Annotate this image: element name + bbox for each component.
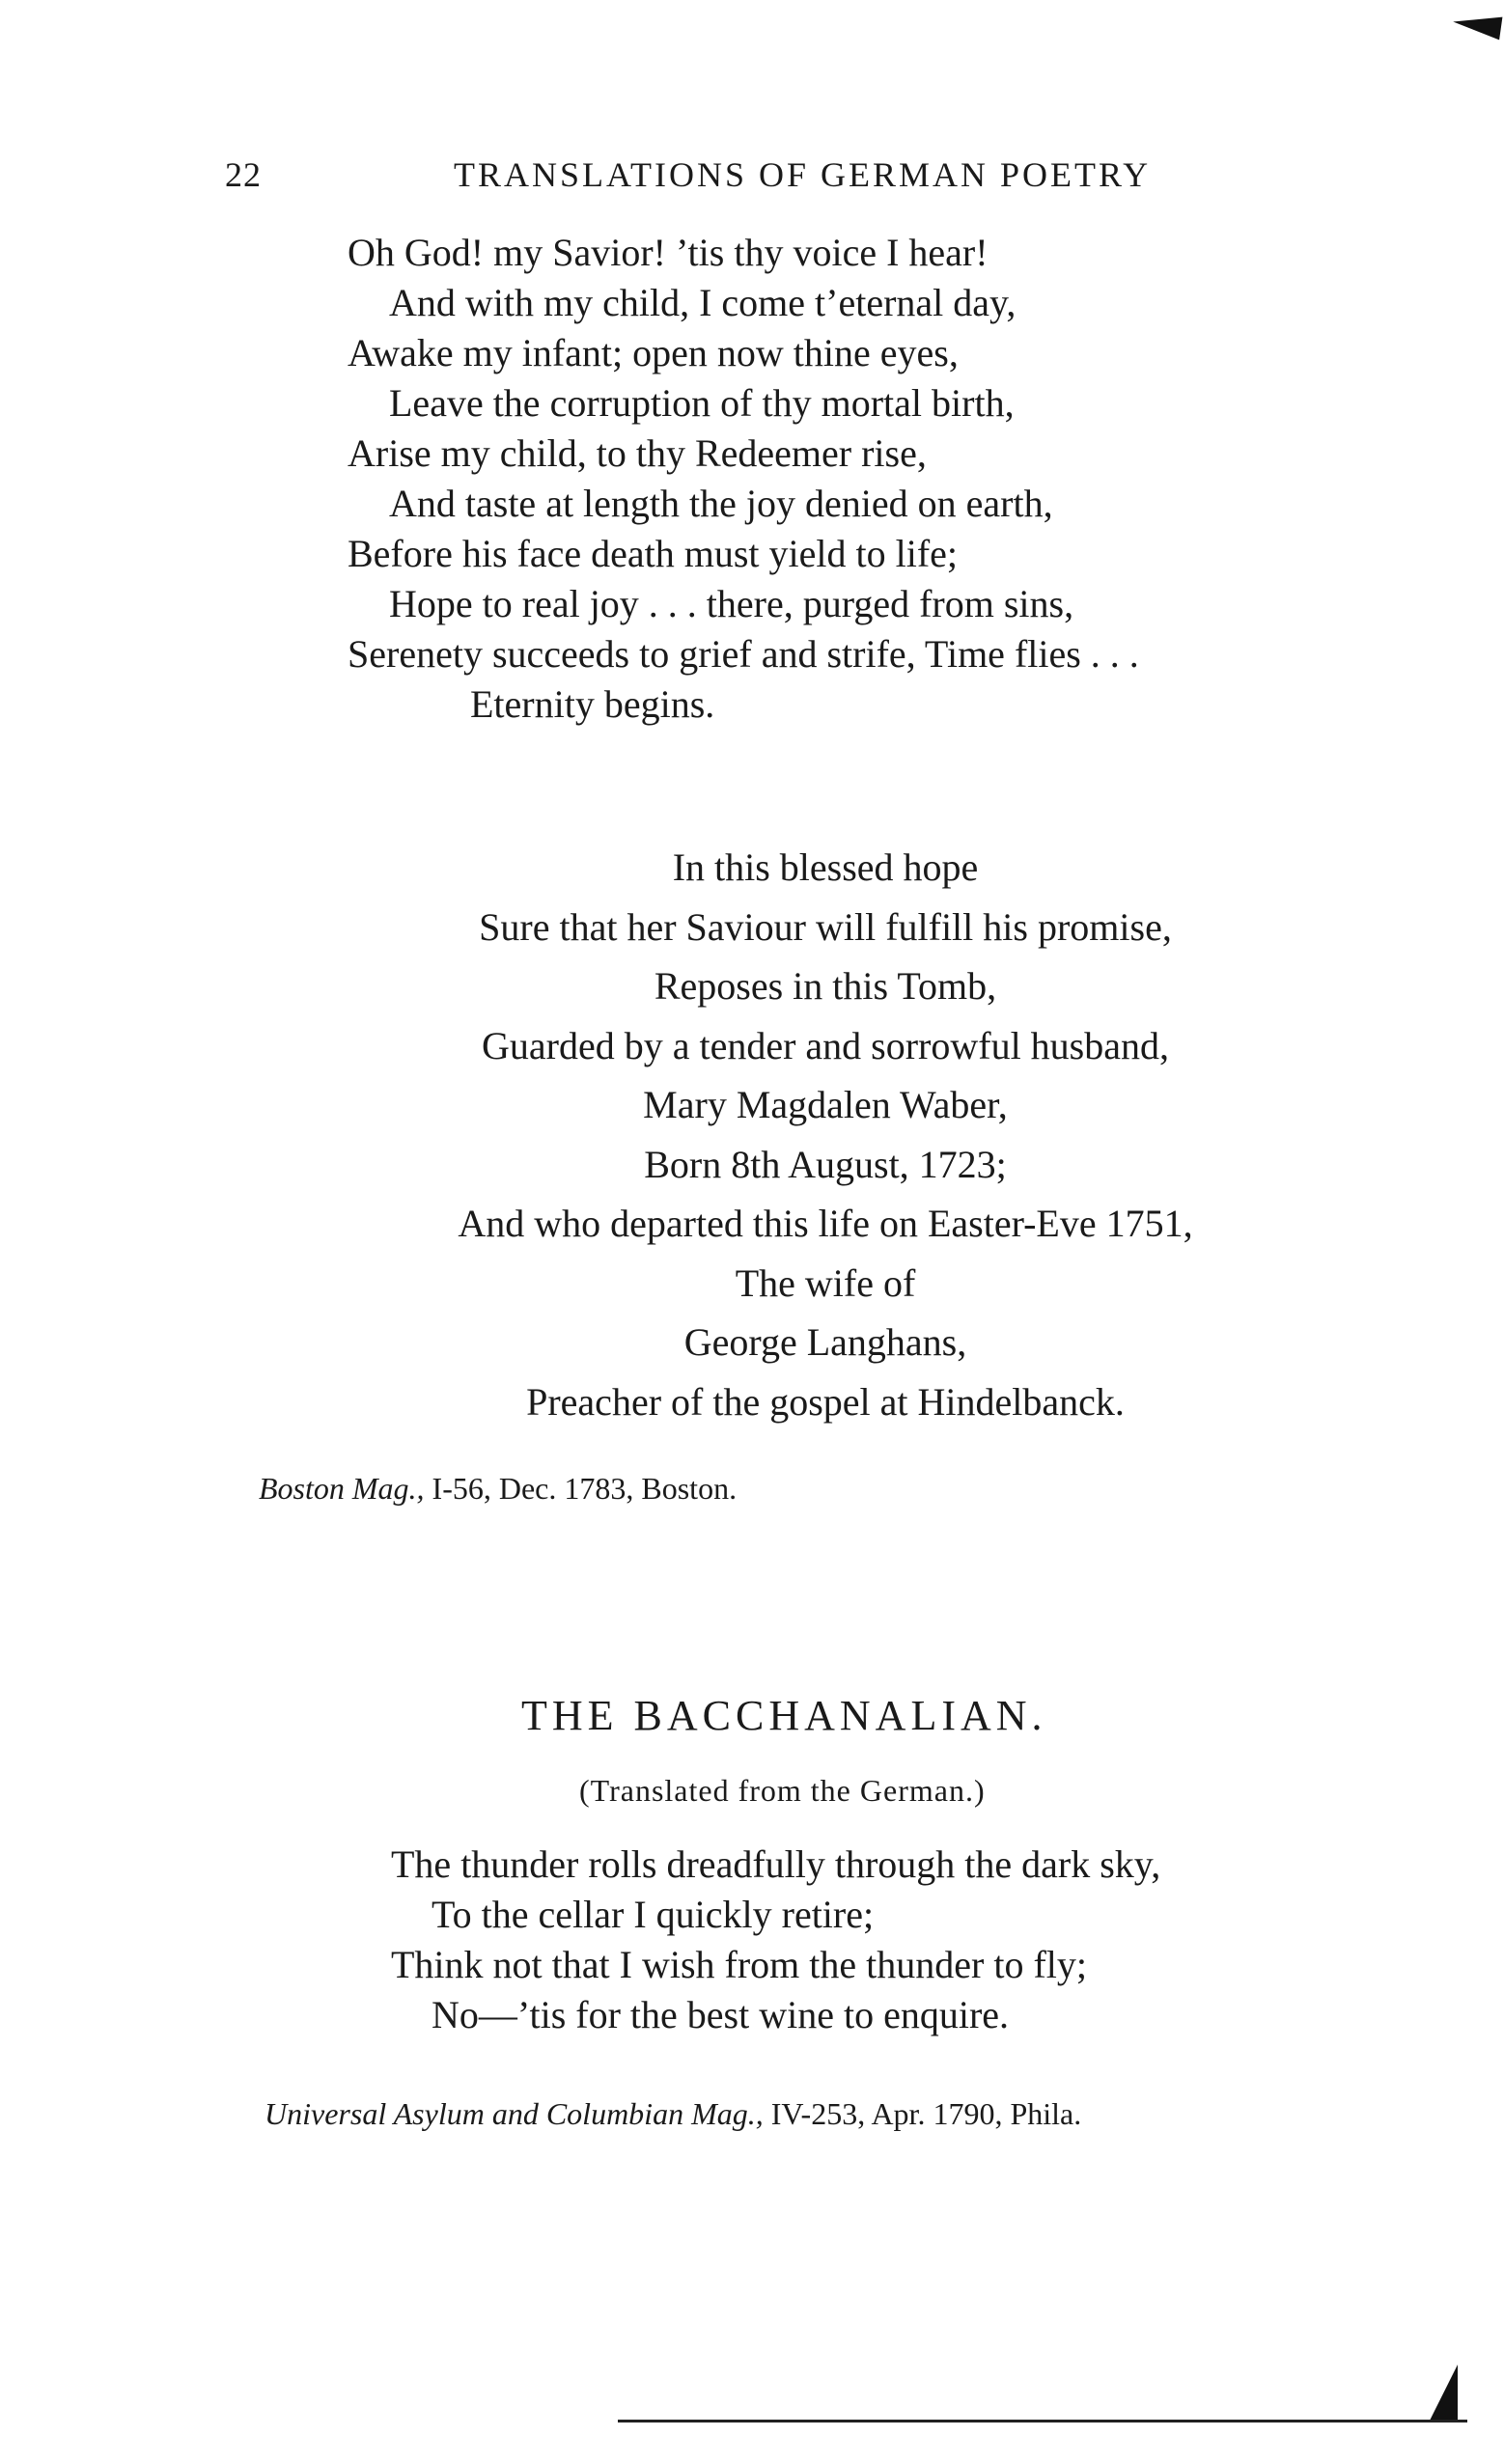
poem-one-line: Hope to real joy . . . there, purged from sins,	[389, 582, 1074, 625]
poem-one-line: Awake my infant; open now thine eyes,	[348, 331, 959, 374]
citation-boston	[259, 1471, 737, 1507]
poem-one-line: And taste at length the joy denied on earth,	[389, 482, 1053, 525]
poem-title: THE BACCHANALIAN.	[521, 1692, 1047, 1739]
poem-one-line: Leave the corruption of thy mortal birth,	[389, 381, 1015, 425]
poem-two-line: No—’tis for the best wine to enquire.	[432, 1993, 1010, 2036]
epitaph-line: George Langhans,	[683, 1320, 967, 1364]
poem-two-line: To the cellar I quickly retire;	[432, 1893, 875, 1936]
epitaph-line: In this blessed hope	[672, 845, 979, 889]
epitaph-line: The wife of	[735, 1260, 916, 1305]
corner-mark-icon	[1452, 11, 1503, 41]
epitaph-line: Mary Magdalen Waber,	[643, 1083, 1008, 1126]
epitaph	[405, 838, 1245, 1431]
bottom-rule	[618, 2420, 1467, 2422]
poem-one-line: Arise my child, to thy Redeemer rise,	[348, 431, 927, 475]
citation-details: I-56, Dec. 1783, Boston.	[424, 1471, 738, 1506]
epitaph-line: Preacher of the gospel at Hindelbanck.	[526, 1379, 1125, 1424]
poem-two-line: The thunder rolls dreadfully through the dark sky,	[391, 1842, 1161, 1886]
poem-one-line: Oh God! my Savior! ’tis thy voice I hear!	[348, 231, 989, 274]
page-number: 22	[225, 155, 262, 194]
epitaph-line: And who departed this life on Easter-Eve 1751,	[458, 1202, 1193, 1245]
poem-one-line: Before his face death must yield to life;	[348, 532, 959, 575]
poem-one-line: Eternity begins.	[470, 682, 715, 726]
poem-two-line: Think not that I wish from the thunder to fly;	[391, 1943, 1087, 1986]
poem-one-line: And with my child, I come t’eternal day,	[389, 281, 1017, 324]
citation-details: IV-253, Apr. 1790, Phila.	[763, 2096, 1082, 2131]
poem-one-line: Serenety succeeds to grief and strife, Time flies . . .	[348, 632, 1139, 676]
epitaph-line: Born 8th August, 1723;	[644, 1142, 1007, 1186]
citation-title: Universal Asylum and Columbian Mag.,	[265, 2096, 764, 2131]
epitaph-line: Guarded by a tender and sorrowful husband,	[481, 1023, 1169, 1067]
citation-universal-asylum	[265, 2096, 1081, 2132]
epitaph-line: Reposes in this Tomb,	[654, 964, 997, 1008]
epitaph-line: Sure that her Saviour will fulfill his promise,	[479, 904, 1172, 949]
poem-subtitle: (Translated from the German.)	[579, 1773, 986, 1808]
citation-title: Boston Mag.,	[259, 1471, 425, 1506]
corner-mark-icon	[1429, 2365, 1458, 2422]
running-head: TRANSLATIONS OF GERMAN POETRY	[454, 155, 1152, 194]
